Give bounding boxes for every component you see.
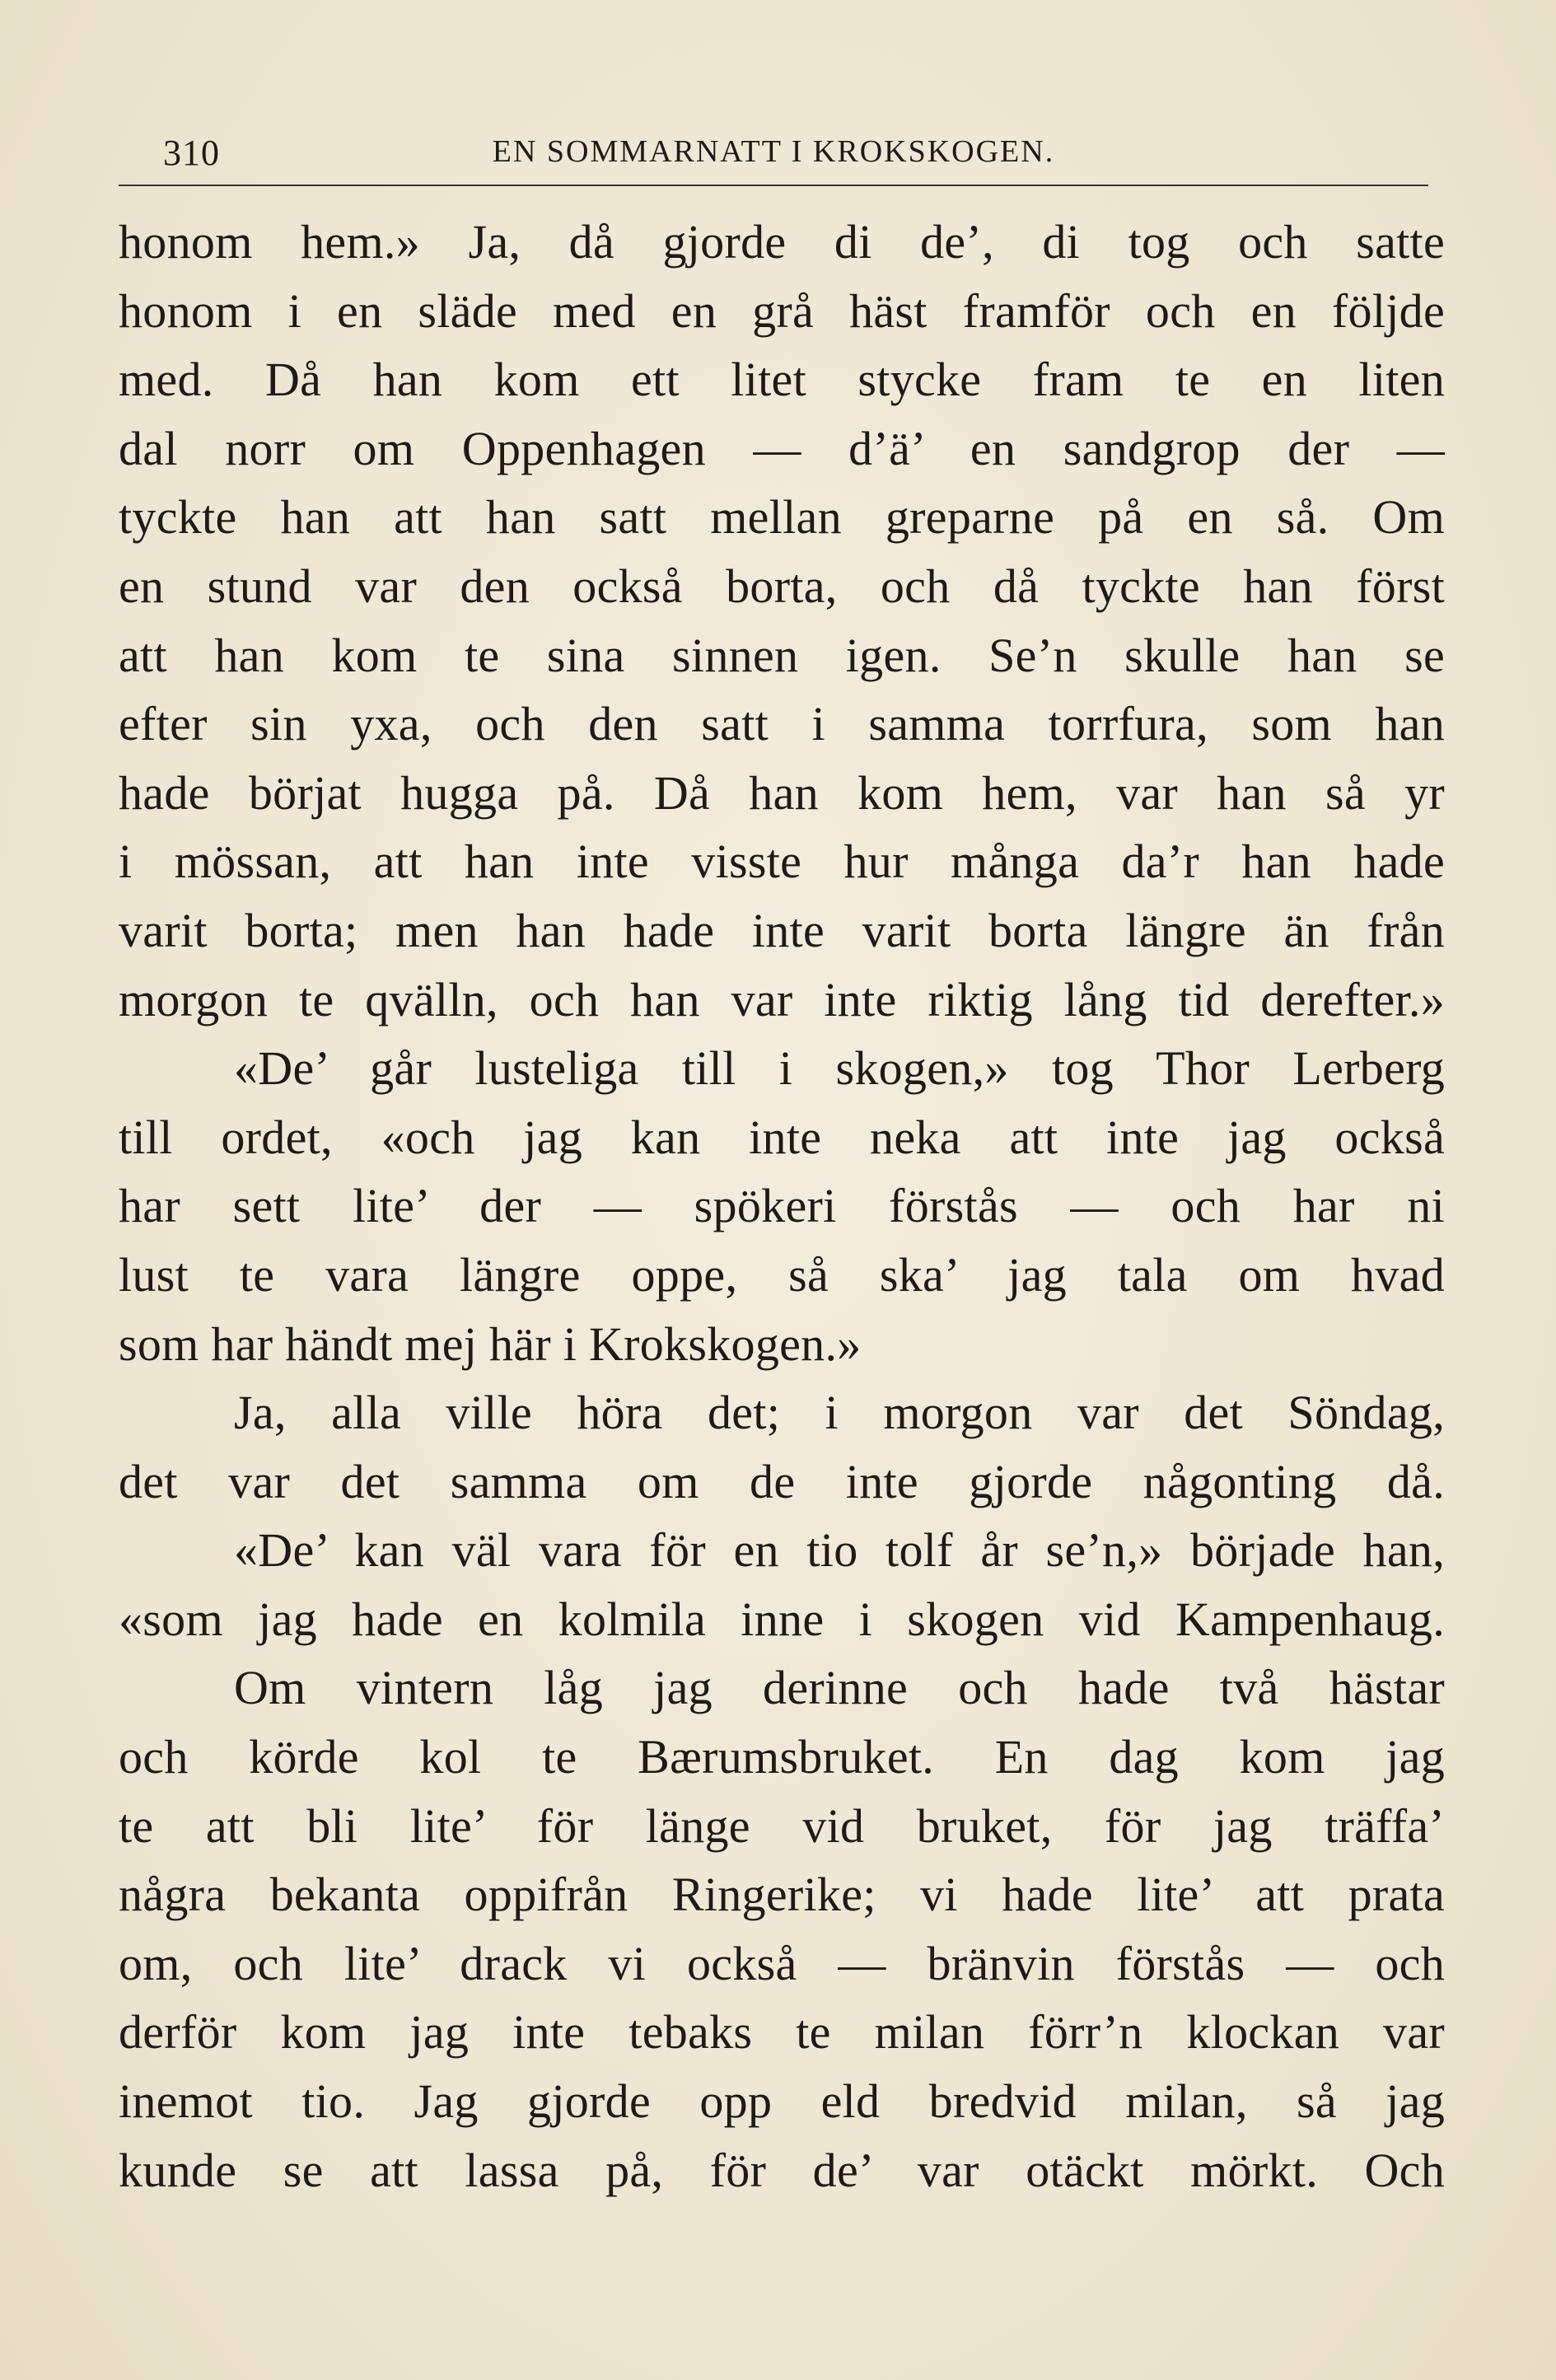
text-line: inemot tio. Jag gjorde opp eld bredvid milan, så jag: [119, 2074, 1445, 2129]
page-header: [119, 124, 1428, 175]
text-line: Ja, alla ville höra det; i morgon var det Söndag,: [234, 1386, 1445, 1440]
text-line: med. Då han kom ett litet stycke fram te en liten: [119, 353, 1445, 407]
text-line: morgon te qvälln, och han var inte riktig lång tid derefter.»: [119, 972, 1445, 1026]
header-rule: [119, 185, 1428, 186]
text-line: dal norr om Oppenhagen — d’ä’ en sandgrop der —: [119, 421, 1445, 475]
text-line: «som jag hade en kolmila inne i skogen vid Kampenhaug.: [119, 1592, 1445, 1646]
text-line: te att bli lite’ för länge vid bruket, för jag träffa’: [119, 1798, 1445, 1853]
text-line: honom hem.» Ja, då gjorde di de’, di tog och satte: [119, 215, 1445, 269]
text-line: om, och lite’ drack vi också — bränvin förstås — och: [119, 1936, 1445, 1990]
text-line: Om vintern låg jag derinne och hade två hästar: [234, 1661, 1445, 1715]
text-line: efter sin yxa, och den satt i samma torrfura, som han: [119, 697, 1445, 751]
text-line: en stund var den också borta, och då tyckte han först: [119, 559, 1445, 613]
text-line: har sett lite’ der — spökeri förstås — och har ni: [119, 1179, 1445, 1233]
text-line: några bekanta oppifrån Ringerike; vi hade lite’ att prata: [119, 1868, 1445, 1922]
body-text: [119, 208, 1445, 2205]
text-line: hade börjat hugga på. Då han kom hem, var han så yr: [119, 765, 1445, 820]
text-line: som har händt mej här i Krokskogen.»: [119, 1316, 862, 1371]
page-number: 310: [163, 133, 220, 173]
running-head: EN SOMMARNATT I KROKSKOGEN.: [492, 134, 1055, 169]
text-line: och körde kol te Bærumsbruket. En dag kom jag: [119, 1730, 1445, 1784]
text-line: honom i en släde med en grå häst framför och en följde: [119, 283, 1445, 338]
text-line: «De’ går lusteliga till i skogen,» tog Thor Lerberg: [234, 1041, 1445, 1096]
text-line: varit borta; men han hade inte varit borta längre än från: [119, 903, 1445, 957]
text-line: lust te vara längre oppe, så ska’ jag tala om hvad: [119, 1247, 1445, 1302]
text-line: att han kom te sina sinnen igen. Se’n skulle han se: [119, 628, 1445, 682]
text-line: «De’ kan väl vara för en tio tolf år se’n,» började han,: [234, 1523, 1445, 1578]
text-line: till ordet, «och jag kan inte neka att inte jag också: [119, 1110, 1445, 1164]
text-line: derför kom jag inte tebaks te milan förr’n klockan var: [119, 2005, 1445, 2060]
text-line: det var det samma om de inte gjorde någonting då.: [119, 1454, 1445, 1508]
text-line: tyckte han att han satt mellan greparne på en så. Om: [119, 490, 1445, 545]
text-line: kunde se att lassa på, för de’ var otäckt mörkt. Och: [119, 2143, 1445, 2197]
text-line: i mössan, att han inte visste hur många da’r han hade: [119, 835, 1445, 889]
